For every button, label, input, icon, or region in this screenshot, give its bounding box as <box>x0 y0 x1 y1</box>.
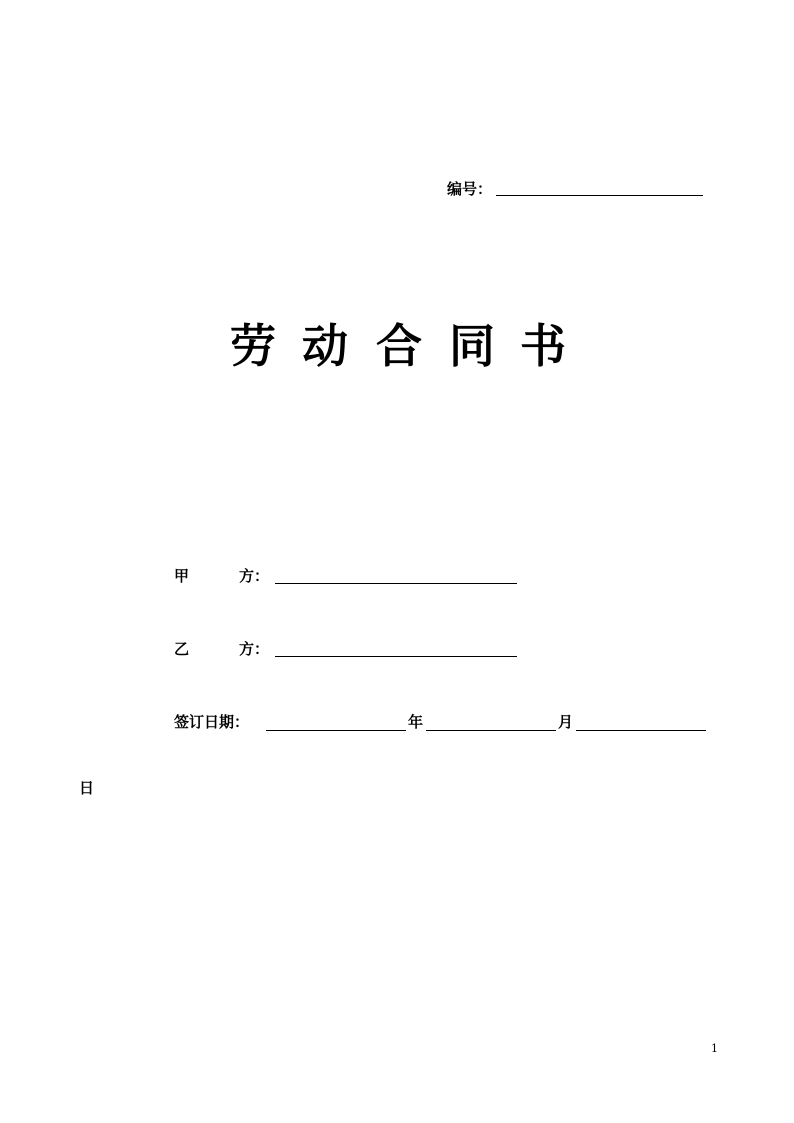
sign-date-label: 签订日期： <box>174 713 250 731</box>
party-b-label-first: 乙 <box>174 640 190 658</box>
serial-number-field[interactable] <box>496 195 703 196</box>
sign-year-field[interactable] <box>266 730 406 731</box>
title-char: 书 <box>520 319 566 373</box>
month-label: 月 <box>558 713 574 731</box>
page-title <box>230 320 570 372</box>
year-label: 年 <box>408 713 424 731</box>
party-b-label-second: 方： <box>239 640 270 658</box>
title-char: 劳 <box>230 319 276 373</box>
party-b-field[interactable] <box>275 656 517 657</box>
title-char: 同 <box>449 319 495 373</box>
title-char: 动 <box>302 319 348 373</box>
serial-number-label: 编号： <box>447 180 493 198</box>
day-label: 日 <box>79 779 95 797</box>
party-a-label-first: 甲 <box>174 567 190 585</box>
sign-month-field[interactable] <box>426 730 556 731</box>
party-a-label-second: 方： <box>239 567 270 585</box>
party-a-field[interactable] <box>275 583 517 584</box>
page-number: 1 <box>711 1042 718 1055</box>
title-char: 合 <box>376 319 422 373</box>
sign-day-field[interactable] <box>576 730 706 731</box>
